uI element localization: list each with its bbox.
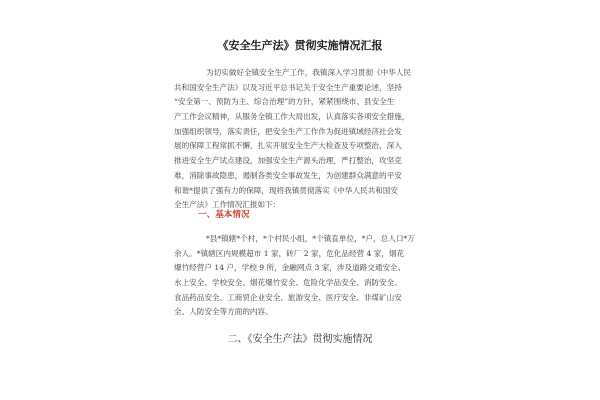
paragraph-line: 余人。*镇辖区内规模超市 1 家，砖厂 2 家，危化品经营 4 家，烟花 [174,248,405,258]
paragraph-line: 爆竹经营户 14 户，学校 9 所，金融网点 3 家，涉及道路交通安全、 [174,263,406,273]
paragraph-line: “安全第一、预防为主、综合治理”的方针，紧紧围绕市、县安全生 [174,97,395,107]
paragraph-line: 展的保障工程常抓不懈，扎实开展安全生产大检查及专项整治，深入 [174,141,402,151]
paragraph-line: 全生产法》工作情况汇报如下： [174,200,281,210]
paragraph-line: 共和国安全生产法》以及习近平总书记关于安全生产重要论述，坚持 [174,82,402,92]
paragraph-line: 全、人防安全等方面的内容。 [174,307,273,317]
paragraph-line: 为切实做好全镇安全生产工作，我镇深入学习贯彻《中华人民 [206,68,412,77]
document-title: 《安全生产法》贯彻实施情况汇报 [217,39,383,52]
paragraph-line: 难，消除事故隐患，遏制各类安全事故发生，为创建群众满意的平安 [174,170,402,180]
paragraph-line: 水上安全、学校安全、烟花爆竹安全、危险化学品安全、消防安全、 [174,278,402,288]
paragraph-line: 产工作会议精神，从服务全镇工作大局出发，认真落实各项安全措施， [174,112,410,122]
basic-info-paragraph [174,232,426,320]
paragraph-line: 食品药品安全、工商贸企业安全、旅游安全、医疗安全、非煤矿山安 [174,292,402,302]
section-heading-basic: 一、基本情况 [198,210,250,220]
intro-paragraph [174,66,426,213]
paragraph-line: 和谐*提供了强有力的保障，现将我镇贯彻落实《中华人民共和国安 [174,185,399,195]
paragraph-line: *县*镇辖*个村，*个村民小组，*个镇直单位，*户，总人口*万 [206,234,415,243]
section-heading-implementation: 二、《安全生产法》贯彻实施情况 [227,334,373,345]
paragraph-line: 加强组织领导，落实责任，把安全生产工作作为促进镇域经济社会发 [174,126,402,136]
paragraph-line: 推进安全生产试点建设，加强安全生产源头治理，严打整治，攻坚克 [174,156,402,166]
